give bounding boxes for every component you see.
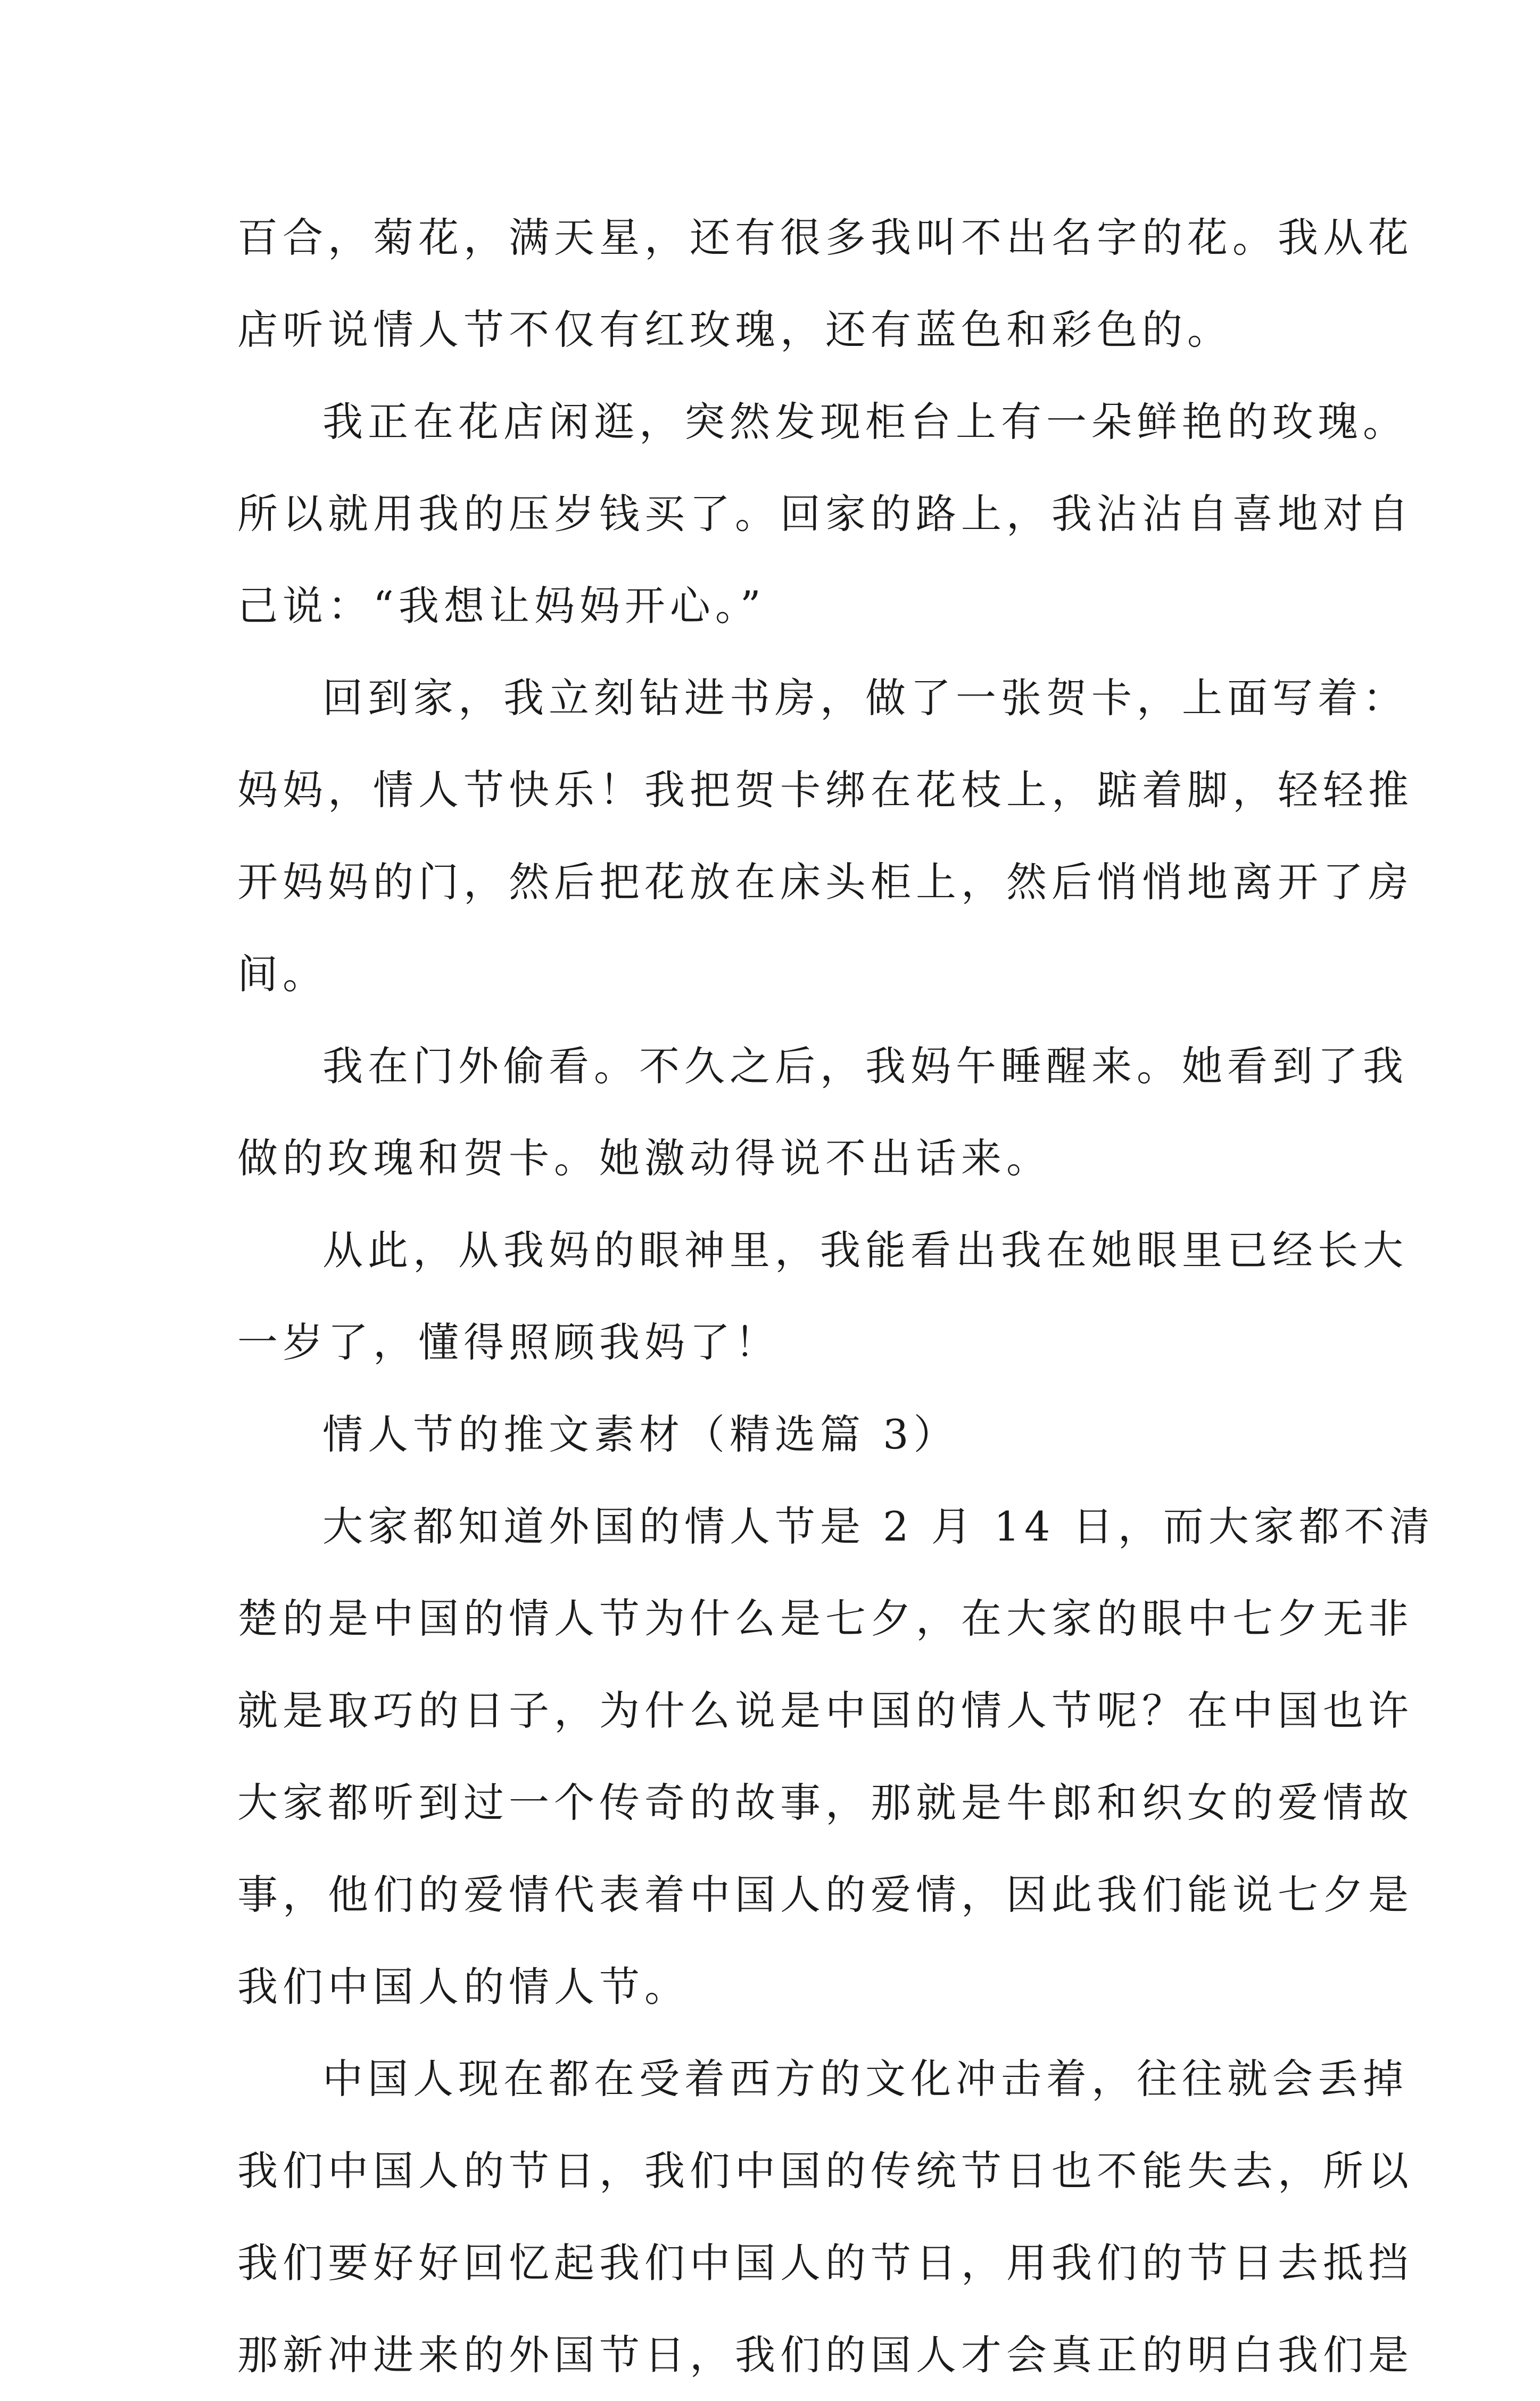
text-line: 所以就用我的压岁钱买了。回家的路上，我沾沾自喜地对自 [237,490,1413,537]
text-line: 事，他们的爱情代表着中国人的爱情，因此我们能说七夕是 [237,1871,1413,1918]
text-line: 店听说情人节不仅有红玫瑰，还有蓝色和彩色的。 [237,306,1232,353]
text-line: 我正在花店闲逛，突然发现柜台上有一朵鲜艳的玫瑰。 [322,398,1408,445]
text-line: 就是取巧的日子，为什么说是中国的情人节呢？在中国也许 [237,1687,1413,1734]
text-line: 开妈妈的门，然后把花放在床头柜上，然后悄悄地离开了房 [237,858,1413,906]
text-line: 做的玫瑰和贺卡。她激动得说不出话来。 [237,1135,1051,1182]
text-line: 间。 [237,950,328,998]
text-line: 情人节的推文素材（精选篇 3） [322,1411,959,1458]
text-line: 我们中国人的情人节。 [237,1963,690,2010]
text-line: 妈妈，情人节快乐！我把贺卡绑在花枝上，踮着脚，轻轻推 [237,766,1413,814]
text-line: 那新冲进来的外国节日，我们的国人才会真正的明白我们是 [237,2331,1413,2379]
text-line: 我们中国人的节日，我们中国的传统节日也不能失去，所以 [237,2147,1413,2195]
text-line: 楚的是中国的情人节为什么是七夕，在大家的眼中七夕无非 [237,1595,1413,1642]
text-line: 己说：“我想让妈妈开心。” [237,582,766,630]
text-line: 大家都知道外国的情人节是 2 月 14 日，而大家都不清 [322,1503,1435,1550]
text-line: 回到家，我立刻钻进书房，做了一张贺卡，上面写着： [322,674,1408,722]
text-line: 我在门外偷看。不久之后，我妈午睡醒来。她看到了我 [322,1042,1408,1090]
text-line: 大家都听到过一个传奇的故事，那就是牛郎和织女的爱情故 [237,1779,1413,1826]
text-line: 从此，从我妈的眼神里，我能看出我在她眼里已经长大 [322,1227,1408,1274]
text-line: 百合，菊花，满天星，还有很多我叫不出名字的花。我从花 [237,214,1413,261]
document-body [237,192,1435,2401]
text-line: 一岁了，懂得照顾我妈了！ [237,1319,780,1366]
text-line: 中国人现在都在受着西方的文化冲击着，往往就会丢掉 [322,2055,1408,2102]
text-line: 我们要好好回忆起我们中国人的节日，用我们的节日去抵挡 [237,2239,1413,2287]
